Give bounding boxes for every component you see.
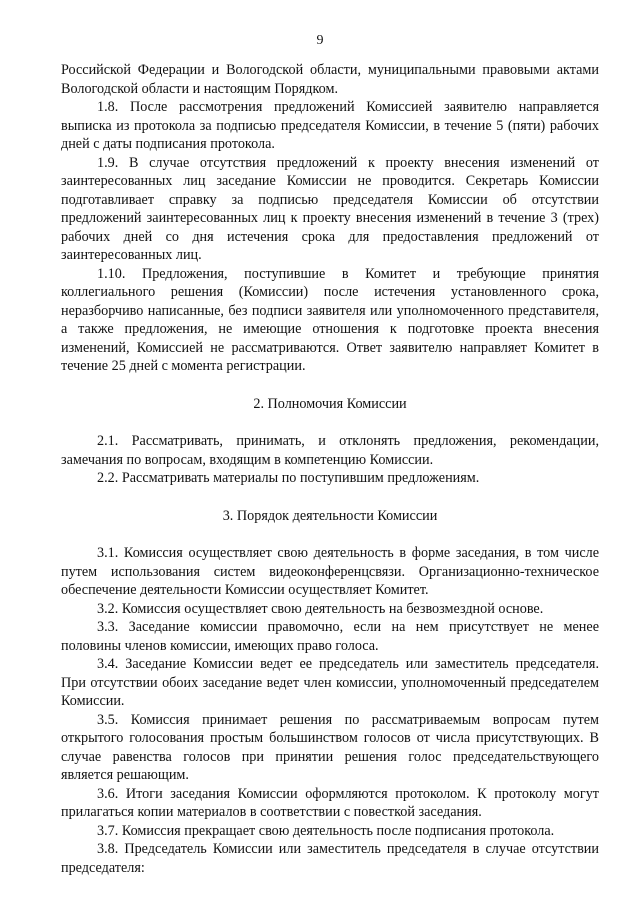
paragraph-3-1: 3.1. Комиссия осуществляет свою деятельность в форме заседания, в том числе путем использования систем видеоконференцсвязи. Организационно-техническое обеспечение деятельности Комиссии осуществляет Комитет. xyxy=(61,545,599,598)
paragraph-2-1: 2.1. Рассматривать, принимать, и отклонять предложения, рекомендации, замечания по вопросам, входящим в компетенцию Комиссии. xyxy=(61,433,599,468)
paragraph-3-5: 3.5. Комиссия принимает решения по рассматриваемым вопросам путем открытого голосования простым большинством голосов от числа присутствующих. В случае равенства голосов при принятии решения голос председательствующего является решающим. xyxy=(61,711,599,783)
paragraph-1-9: 1.9. В случае отсутствия предложений к проекту внесения изменений от заинтересованных лиц заседание Комиссии не проводится. Секретарь Комиссии подготавливает справку за подписью председателя Комиссии об отсутствии предложений заинтересованных лиц к проекту внесения изменений в течение 3 (трех) рабочих дней со дня истечения срока для предоставления предложений от заинтересованных лиц. xyxy=(61,154,599,263)
document-body xyxy=(61,61,599,877)
paragraph-1-10: 1.10. Предложения, поступившие в Комитет и требующие принятия коллегиального решения (Комиссии) после истечения установленного срока, неразборчиво написанные, без подписи заявителя или уполномоченного представителя, а также предложения, не имеющие отношения к подготовке проекта внесения изменений, Комиссией не рассматриваются. Ответ заявителю направляет Комитет в течение 25 дней с момента регистрации. xyxy=(61,265,599,374)
paragraph-2-2: 2.2. Рассматривать материалы по поступившим предложениям. xyxy=(97,470,480,486)
paragraph-3-3: 3.3. Заседание комиссии правомочно, если на нем присутствует не менее половины членов комиссии, имеющих право голоса. xyxy=(61,619,599,654)
section-3-heading: 3. Порядок деятельности Комиссии xyxy=(222,507,438,524)
paragraph-3-8: 3.8. Председатель Комиссии или заместитель председателя в случае отсутствии председателя: xyxy=(61,841,599,876)
paragraph-1-8: 1.8. После рассмотрения предложений Комиссией заявителю направляется выписка из протокола за подписью председателя Комиссии, в течение 5 (пяти) рабочих дней с даты подписания протокола. xyxy=(61,99,599,152)
paragraph-3-4: 3.4. Заседание Комиссии ведет ее председатель или заместитель председателя. При отсутствии обоих заседание ведет член комиссии, уполномоченный председателем Комиссии. xyxy=(61,656,599,709)
paragraph-3-2: 3.2. Комиссия осуществляет свою деятельность на безвозмездной основе. xyxy=(97,600,544,617)
page-number: 9 xyxy=(316,33,324,48)
section-2-heading: 2. Полномочия Комиссии xyxy=(253,395,407,412)
paragraph-3-6: 3.6. Итоги заседания Комиссии оформляются протоколом. К протоколу могут прилагаться копии материалов в соответствии с повесткой заседания. xyxy=(61,785,599,820)
paragraph-intro-continuation: Российской Федерации и Вологодской области, муниципальными правовыми актами Вологодской области и настоящим Порядком. xyxy=(61,62,599,97)
paragraph-3-7: 3.7. Комиссия прекращает свою деятельность после подписания протокола. xyxy=(97,822,555,839)
